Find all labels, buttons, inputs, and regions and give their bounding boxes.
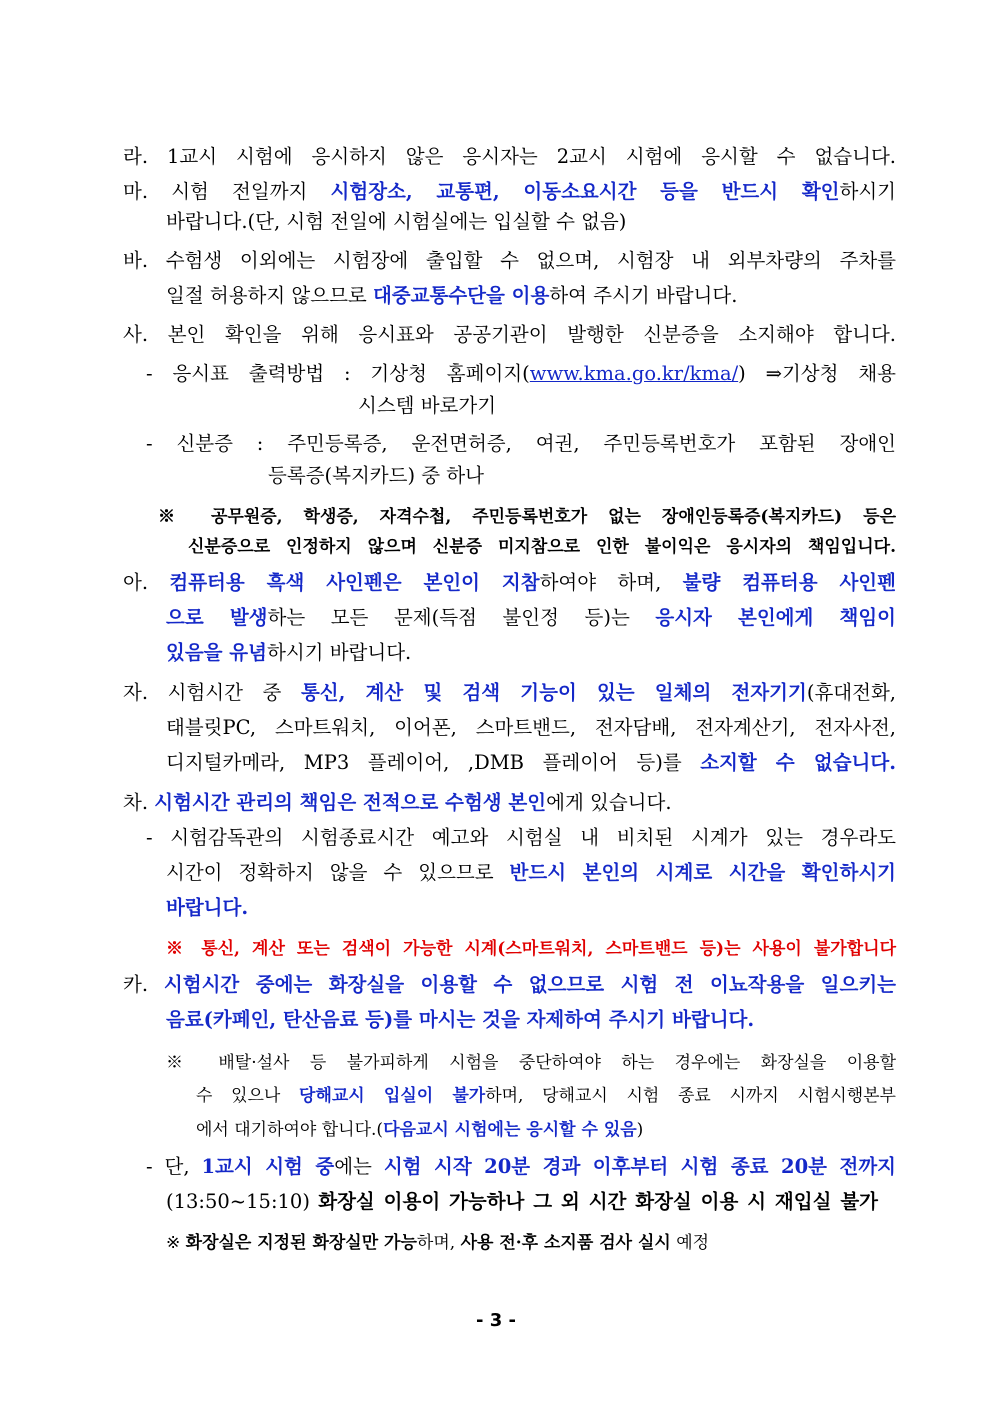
smartwatch-warning-note: ※ 통신, 계산 또는 검색이 가능한 시계(스마트워치, 스마트밴드 등)는 사용이 불가합니다 xyxy=(166,939,896,959)
item-a-line3: 있음을 유념하시기 바랍니다. xyxy=(166,641,412,664)
id-card-note: ※ 공무원증, 학생증, 자격수첩, 주민등록번호가 없는 장애인등록증(복지카드) 등은 xyxy=(158,507,896,527)
restroom-note-line3: 에서 대기하여야 합니다.(다음교시 시험에는 응시할 수 있음) xyxy=(196,1120,644,1140)
item-ba-line2: 일절 허용하지 않으므로 대중교통수단을 이용하여 주시기 바랍니다. xyxy=(166,284,738,307)
id-card-list: - 신분증 : 주민등록증, 운전면허증, 여권, 주민등록번호가 포함된 장애인 xyxy=(146,432,896,455)
item-ma-line1: 마. 시험 전일까지 시험장소, 교통편, 이동소요시간 등을 반드시 확인하시기 xyxy=(123,180,897,203)
id-card-note-line2: 신분증으로 인정하지 않으며 신분증 미지참으로 인한 불이익은 응시자의 책임입니다. xyxy=(188,537,896,557)
item-ba-line1: 바. 수험생 이외에는 시험장에 출입할 수 없으며, 시험장 내 외부차량의 주차를 xyxy=(123,249,896,272)
item-ma-marker: 마. xyxy=(123,180,149,203)
item-ma-line2: 바랍니다.(단, 시험 전일에 시험실에는 입실할 수 없음) xyxy=(166,210,627,233)
item-a-line1: 아. 컴퓨터용 흑색 사인펜은 본인이 지참하여야 하며, 불량 컴퓨터용 사인펜 xyxy=(123,571,896,594)
kma-website-link[interactable]: www.kma.go.kr/kma/ xyxy=(529,362,739,385)
item-cha-sub-line1: - 시험감독관의 시험종료시간 예고와 시험실 내 비치된 시계가 있는 경우라도 xyxy=(146,826,896,849)
restroom-note-line2: 수 있으나 당해교시 입실이 불가하며, 당해교시 시험 종료 시까지 시험시행본부 xyxy=(196,1086,896,1106)
item-ra-line1: 라. 1교시 시험에 응시하지 않은 응시자는 2교시 시험에 응시할 수 없습니다. xyxy=(123,145,896,168)
item-ra-marker: 라. xyxy=(123,145,149,168)
item-ja-line1: 자. 시험시간 중 통신, 계산 및 검색 기능이 있는 일체의 전자기기(휴대전화, xyxy=(123,681,896,704)
item-a-marker: 아. xyxy=(123,571,149,594)
item-ka-line2: 음료(카페인, 탄산음료 등)를 마시는 것을 자제하여 주시기 바랍니다. xyxy=(166,1008,755,1031)
page-number: - 3 - xyxy=(476,1310,516,1331)
item-ka-marker: 카. xyxy=(123,973,149,996)
restroom-note: ※ 배탈·설사 등 불가피하게 시험을 중단하여야 하는 경우에는 화장실을 이용할 xyxy=(166,1053,896,1073)
id-card-list-line2: 등록증(복지카드) 중 하나 xyxy=(268,464,484,487)
restroom-exception-line2: (13:50~15:10) 화장실 이용이 가능하나 그 외 시간 화장실 이용 시 재입실 불가 xyxy=(166,1190,878,1213)
item-cha-sub-line2: 시간이 정확하지 않을 수 있으므로 반드시 본인의 시계로 시간을 확인하시기 xyxy=(166,861,896,884)
item-cha-line1: 차. 시험시간 관리의 책임은 전적으로 수험생 본인에게 있습니다. xyxy=(123,791,672,814)
ticket-print-method: - 응시표 출력방법 : 기상청 홈페이지(www.kma.go.kr/kma/) ⇒기상청 채용 xyxy=(146,362,896,385)
restroom-exception-line1: - 단, 1교시 시험 중에는 시험 시작 20분 경과 이후부터 시험 종료 20분 전까지 xyxy=(146,1155,896,1178)
item-sa-line1: 사. 본인 확인을 위해 응시표와 공공기관이 발행한 신분증을 소지해야 합니다. xyxy=(123,323,897,346)
item-ja-line2: 태블릿PC, 스마트워치, 이어폰, 스마트밴드, 전자담배, 전자계산기, 전자사전, xyxy=(166,716,896,739)
item-ka-line1: 카. 시험시간 중에는 화장실을 이용할 수 없으므로 시험 전 이뇨작용을 일으키는 xyxy=(123,973,896,996)
item-ba-marker: 바. xyxy=(123,249,149,272)
item-sa-marker: 사. xyxy=(123,323,149,346)
item-ja-line3: 디지털카메라, MP3 플레이어, ,DMB 플레이어 등)를 소지할 수 없습니다. xyxy=(166,751,896,774)
item-ja-marker: 자. xyxy=(123,681,149,704)
item-cha-marker: 차. xyxy=(123,791,149,814)
item-a-line2: 으로 발생하는 모든 문제(득점 불인정 등)는 응시자 본인에게 책임이 xyxy=(166,606,897,629)
ticket-print-method-line2: 시스템 바로가기 xyxy=(358,394,497,417)
restroom-inspection-note: ※ 화장실은 지정된 화장실만 가능하며, 사용 전·후 소지품 검사 실시 예정 xyxy=(166,1233,710,1253)
item-cha-sub-line3: 바랍니다. xyxy=(166,896,249,919)
